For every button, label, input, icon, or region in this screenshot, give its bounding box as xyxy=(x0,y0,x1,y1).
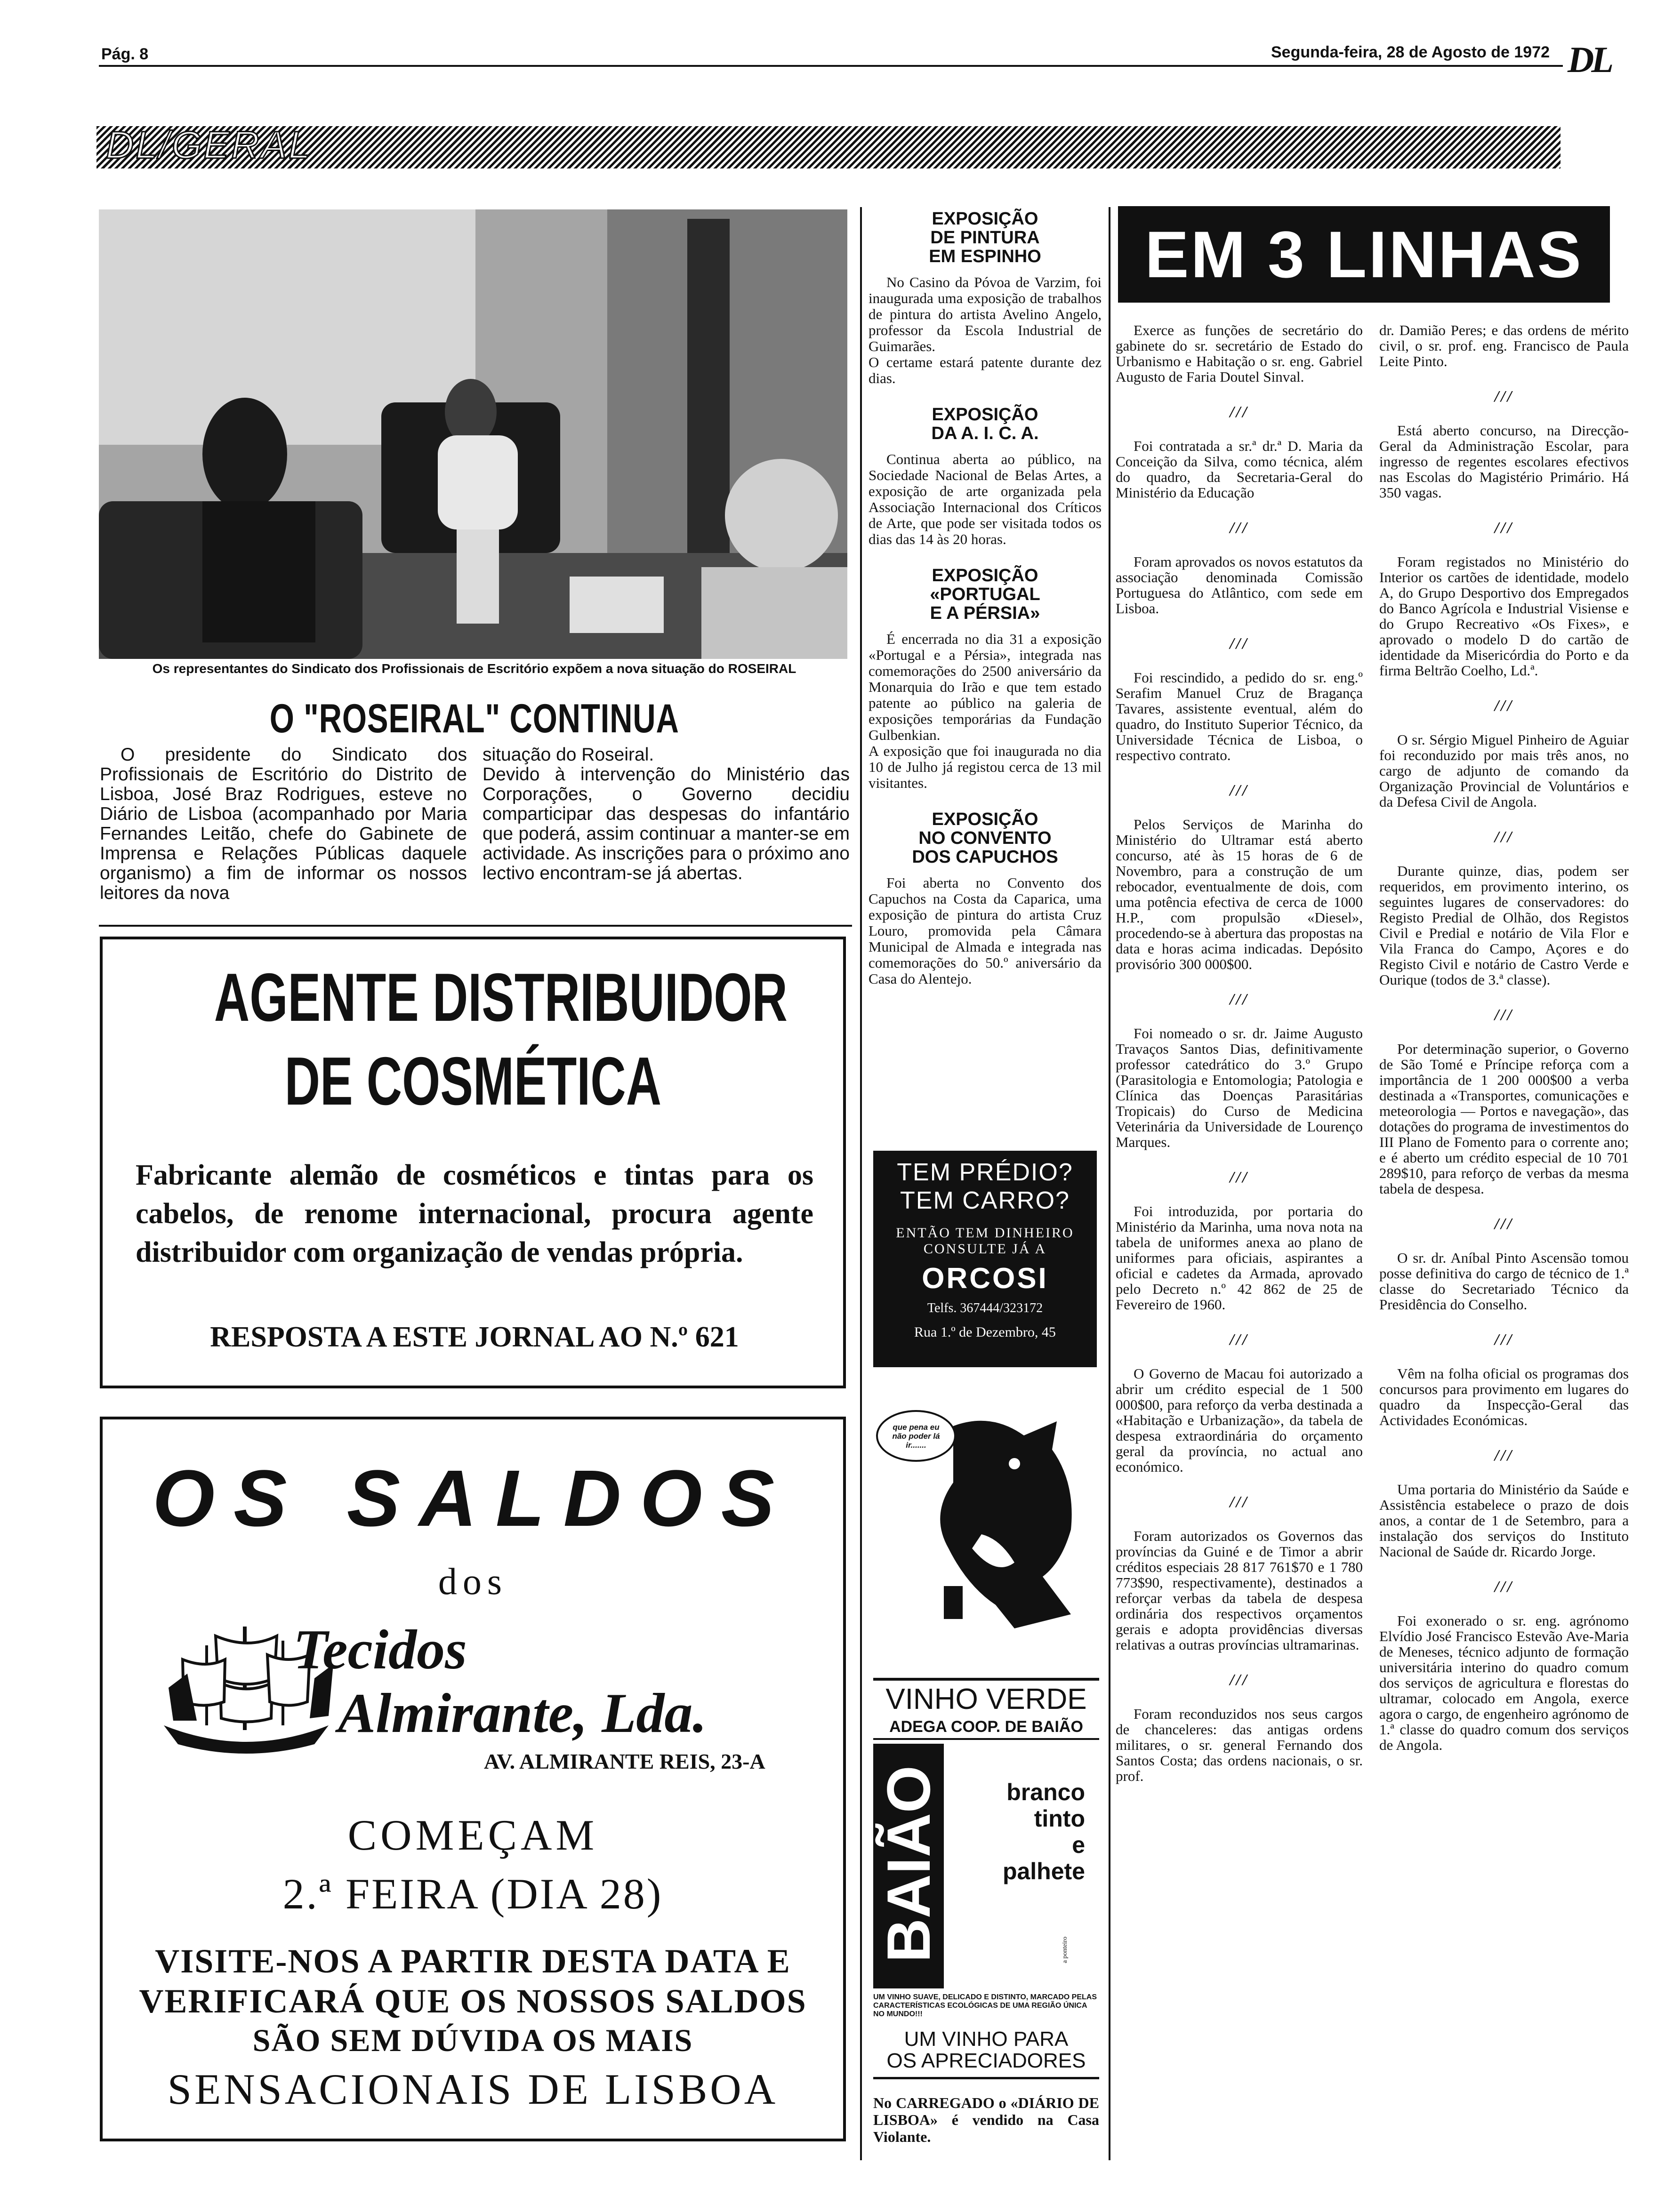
item-separator: /// xyxy=(1494,697,1514,714)
ad-saldos-dos: dos xyxy=(438,1561,508,1603)
vinho-slogan: UM VINHO PARA OS APRECIADORES xyxy=(886,2028,1086,2072)
news-brief: Está aberto concurso, na Direcção-Geral da Administração Escolar, para ingresso de regentes escolares efectivos nas Escolas do Magistério Primário. Há 350 vagas. xyxy=(1379,422,1629,501)
ad-saldos-line4: VERIFICARÁ QUE OS NOSSOS SALDOS xyxy=(139,1982,807,2020)
news-brief: Foram aprovados os novos estatutos da associação denominada Comissão Portuguesa do Atlântico, com sede em Lisboa. xyxy=(1116,553,1363,617)
speech-bubble-text: que pena eu não poder lá ir....... xyxy=(892,1422,940,1450)
item-separator: /// xyxy=(1494,1006,1514,1024)
exposicao-title: EXPOSIÇÃO «PORTUGAL E A PÉRSIA» xyxy=(930,566,1040,623)
exposicao-item xyxy=(869,405,1102,547)
speech-bubble xyxy=(876,1410,956,1462)
news-brief: Foi rescindido, a pedido do sr. eng.º Serafim Manuel Cruz de Bragança Tavares, assistente eventual, além do quadro, do Instituto Superior Técnico, da Universidade Técnica de Lisboa, o respectivo contrato. xyxy=(1116,669,1363,763)
exposicao-body: No Casino da Póvoa de Varzim, foi inaugurada uma exposição de trabalhos de pintura do artista Avelino Angelo, professor da Escola Industrial de Guimarães. O certame estará patente durante dez dias. xyxy=(869,274,1102,386)
item-separator: /// xyxy=(1494,1215,1514,1233)
ad-cosmetica xyxy=(100,937,846,1388)
article-col1: O presidente do Sindicato dos Profissionais de Escritório do Distrito de Lisboa, José Braz Rodrigues, esteve no Diário de Lisboa (acompanhado por Maria Fernandes Leitão, chefe do Gabinete de Imprensa e Relações Públicas daquele organismo) a fim de informar os nossos leitores da nova xyxy=(100,745,467,903)
news-brief: Foi contratada a sr.ª dr.ª D. Maria da Conceição da Silva, como técnica, além do quadro, da Secretaria-Geral do Ministério da Educação xyxy=(1116,438,1363,501)
article-col2: situação do Roseiral. Devido à intervenção do Ministério das Corporações, o Governo decidiu comparticipar das despesas do infantário que poderá, assim continuar a manter-se em actividade. As inscrições para o próximo ano lectivo encontram-se já abertas. xyxy=(483,745,850,883)
item-separator: /// xyxy=(1230,782,1249,799)
item-separator: /// xyxy=(1494,519,1514,537)
ad-saldos-line6: SENSACIONAIS DE LISBOA xyxy=(167,2065,779,2113)
ad-saldos xyxy=(100,1417,846,2141)
column-rule-1 xyxy=(860,207,862,2160)
vinho-bottom-rule xyxy=(873,2077,1099,2079)
section-banner xyxy=(97,126,1560,168)
vinho-top-rule xyxy=(873,1678,1099,1681)
exposicao-title: EXPOSIÇÃO DA A. I. C. A. xyxy=(931,405,1039,443)
ad-horse xyxy=(873,1407,1097,1628)
ad-cosmetica-reply: RESPOSTA A ESTE JORNAL AO N.º 621 xyxy=(210,1321,739,1353)
main-headline-text: O "ROSEIRAL" CONTINUA xyxy=(269,696,679,741)
exposicao-title: EXPOSIÇÃO DE PINTURA EM ESPINHO xyxy=(929,209,1041,266)
ad-saldos-title: OS SALDOS xyxy=(152,1454,794,1543)
item-separator: /// xyxy=(1494,1331,1514,1348)
news-brief: Por determinação superior, o Governo de São Tomé e Príncipe reforça com a importância de 1 200 000$00 a verba destinada a «Transportes, comunicações e meteorologia — Portos e navegação», das dotações do programa de investimentos do III Plano de Fomento para o corrente ano; e é aberto um crédito especial de 10 701 289$10, para reforço de verbas da mesma tabela de despesa. xyxy=(1379,1041,1629,1197)
em3linhas-title: EM 3 LINHAS xyxy=(1145,217,1583,291)
ad-saldos-line2: 2.ª FEIRA (DIA 28) xyxy=(282,1870,663,1918)
ad-saldos-brand1: Tecidos xyxy=(293,1618,467,1681)
vinho-agency: a ponteiro xyxy=(1062,1936,1069,1964)
em3linhas-col1 xyxy=(1116,322,1363,1784)
vinho-brand: BAIÃO xyxy=(874,1765,943,1963)
item-separator: /// xyxy=(1230,635,1249,652)
main-headline xyxy=(99,696,850,742)
news-brief: O Governo de Macau foi autorizado a abrir um crédito especial de 1 500 000$00, para reforço da verba destinada a «Habitação e Urbanização», da tabela de despesa extraordinária do orçamento geral da província, no actual ano económico. xyxy=(1116,1365,1363,1475)
news-brief: Foi exonerado o sr. eng. agrónomo Elvídio José Francisco Estevão Ave-Maria de Meneses, técnico adjunto de formação universitária interino do quadro comum dos serviços de agricultura e florestas do ultramar, colocado em Angola, exerce agora o cargo, de engenheiro agrónomo de 1.ª classe do quadro comum dos serviços de Angola. xyxy=(1379,1612,1629,1753)
vinho-title: VINHO VERDE xyxy=(885,1683,1087,1715)
exposicao-item xyxy=(869,566,1102,791)
vinho-mid-rule xyxy=(873,1738,1099,1740)
header-rule xyxy=(99,65,1563,67)
photo-sindicato xyxy=(99,209,847,659)
item-separator: /// xyxy=(1230,991,1249,1008)
item-separator: /// xyxy=(1230,1671,1249,1689)
issue-date: Segunda-feira, 28 de Agosto de 1972 xyxy=(1271,43,1550,61)
ad-orcosi-line2: TEM CARRO? xyxy=(900,1187,1070,1214)
ad-cosmetica-title1: AGENTE DISTRIBUIDOR xyxy=(214,959,788,1035)
column-rule-2 xyxy=(1109,207,1110,2160)
news-brief: O sr. Sérgio Miguel Pinheiro de Aguiar foi reconduzido por mais três anos, no cargo de adjunto de comando da Organização Provincial de Voluntários e da Defesa Civil de Angola. xyxy=(1379,731,1629,810)
item-separator: /// xyxy=(1494,1447,1514,1464)
em3linhas-banner xyxy=(1118,206,1610,303)
newspaper-logo: DL xyxy=(1568,39,1611,80)
ad-cosmetica-title2: DE COSMÉTICA xyxy=(284,1043,661,1119)
item-separator: /// xyxy=(1494,1578,1514,1595)
news-brief: dr. Damião Peres; e das ordens de mérito civil, o sr. prof. eng. Francisco de Paula Leite Pinto. xyxy=(1379,322,1629,369)
carregado-note: No CARREGADO o «DIÁRIO DE LISBOA» é vendido na Casa Violante. xyxy=(873,2094,1099,2145)
item-separator: /// xyxy=(1230,1169,1249,1186)
em3linhas-col2 xyxy=(1379,322,1629,1753)
ad-saldos-line1: COMEÇAM xyxy=(347,1811,598,1859)
item-separator: /// xyxy=(1230,519,1249,537)
news-brief: Uma portaria do Ministério da Saúde e Assistência estabelece o prazo de dois anos, a contar de 1 de Setembro, para a instalação dos serviços do Instituto Nacional de Saúde dr. Ricardo Jorge. xyxy=(1379,1481,1629,1560)
ad-saldos-brand2: Almirante, Lda. xyxy=(338,1682,707,1744)
news-brief: Foram registados no Ministério do Interior os cartões de identidade, modelo A, do Grupo Desportivo dos Empregados do Banco Agrícola e Industrial Visiense e do Grupo Recreativo «Os Fixes», e aprovado o modelo D do cartão de identidade da Misericórdia do Porto e da firma Beltrão Coelho, Ld.ª. xyxy=(1379,553,1629,679)
section-banner-label: DL/GERAL xyxy=(106,124,312,167)
news-brief: Foi nomeado o sr. dr. Jaime Augusto Travaços Santos Dias, definitivamente professor catedrático do 3.º Grupo (Parasitologia e Entomologia; Patologia e Clínica das Doenças Parasitárias Tropicais) do Curso de Medicina Veterinária da Universidade de Lourenço Marques. xyxy=(1116,1025,1363,1150)
item-separator: /// xyxy=(1230,1493,1249,1511)
ad-orcosi-line1: TEM PRÉDIO? xyxy=(897,1159,1073,1186)
ad-cosmetica-body: Fabricante alemão de cosméticos e tintas para os cabelos, de renome internacional, procura agente distribuidor com organização de vendas própria. xyxy=(136,1159,813,1268)
photo-caption: Os representantes do Sindicato dos Profissionais de Escritório expõem a nova situação do ROSEIRAL xyxy=(152,661,796,676)
exposicao-body: É encerrada no dia 31 a exposição «Portugal e a Pérsia», integrada nas comemorações do 2500 aniversário da Monarquia do Irão e que tem estado patente ao público na galeria de exposições temporárias da Fundação Gulbenkian. A exposição que foi inaugurada no dia 10 de Julho já registou cerca de 13 mil visitantes. xyxy=(869,631,1102,791)
item-separator: /// xyxy=(1230,403,1249,421)
exposicoes-column xyxy=(869,209,1102,987)
article-bottom-rule xyxy=(99,925,852,927)
item-separator: /// xyxy=(1230,1331,1249,1348)
exposicao-title: EXPOSIÇÃO NO CONVENTO DOS CAPUCHOS xyxy=(912,809,1058,867)
vinho-types: branco tinto e palhete xyxy=(1002,1779,1085,1884)
news-brief: O sr. dr. Aníbal Pinto Ascensão tomou posse definitiva do cargo de técnico de 1.ª classe do Secretariado Técnico da Presidência do Conselho. xyxy=(1379,1250,1629,1313)
news-brief: Foram autorizados os Governos das províncias da Guiné e de Timor a abrir créditos especiais 28 817 761$70 e 1 780 773$90, respectivamente), destinados a reforçar verbas da tabela de despesa ordinária dos respectivos orçamentos gerais e adopta providências diversas relativas a outras províncias ultramarinas. xyxy=(1116,1528,1363,1653)
ad-vinho-verde xyxy=(873,1678,1099,2078)
exposicao-body: Continua aberta ao público, na Sociedade Nacional de Belas Artes, a exposição de arte organizada pela Associação Internacional dos Críticos de Arte, que pode ser visitada todos os dias das 14 às 20 horas. xyxy=(869,451,1102,547)
news-brief: Foram reconduzidos nos seus cargos de chanceleres: das antigas ordens militares, o sr. general Fernando dos Santos Costa; das ordens nacionais, o sr. prof. xyxy=(1116,1706,1363,1784)
page-number: Pág. 8 xyxy=(101,45,149,63)
ad-orcosi-address: Rua 1.º de Dezembro, 45 xyxy=(914,1324,1056,1340)
news-brief: Vêm na folha oficial os programas dos concursos para provimento em lugares do quadro da Inspecção-Geral das Actividades Económicas. xyxy=(1379,1365,1629,1428)
ad-orcosi-phones: Telfs. 367444/323172 xyxy=(927,1301,1043,1315)
news-brief: Foi introduzida, por portaria do Ministério da Marinha, uma nova nota na tabela de uniformes anexa ao plano de uniformes para oficiais, aspirantes a oficial e cadetes da Armada, aprovado pelo Decreto n.º 42 862 de 25 de Fevereiro de 1960. xyxy=(1116,1203,1363,1313)
ad-saldos-line5: SÃO SEM DÚVIDA OS MAIS xyxy=(252,2022,693,2058)
vinho-fine-print: UM VINHO SUAVE, DELICADO E DISTINTO, MARCADO PELAS CARACTERÍSTICAS ECOLÓGICAS DE UMA REGIÃO ÚNICA NO MUNDO!!! xyxy=(873,1993,1097,2018)
news-brief: Exerce as funções de secretário do gabinete do sr. secretário de Estado do Urbanismo e Habitação o sr. eng. Gabriel Augusto de Faria Doutel Sinval. xyxy=(1116,322,1363,385)
ad-orcosi xyxy=(873,1151,1097,1367)
news-brief: Durante quinze, dias, podem ser requeridos, em provimento interino, os seguintes lugares de conservadores: do Registo Predial de Olhão, dos Registos Civil e Predial e notário de Vila Flor e Vila Franca do Campo, Açores e do Registo Civil e notário de Castro Verde e Ourique (todos de 3.ª classe). xyxy=(1379,863,1629,988)
item-separator: /// xyxy=(1494,828,1514,846)
exposicao-item xyxy=(869,810,1102,987)
ad-orcosi-line4: CONSULTE JÁ A xyxy=(923,1241,1047,1257)
exposicao-item xyxy=(869,209,1102,386)
exposicao-body: Foi aberta no Convento dos Capuchos na Costa da Caparica, uma exposição de pintura do artista Cruz Louro, promovida pela Câmara Municipal de Almada e integrada nas comemorações do 50.º aniversário da Casa do Alentejo. xyxy=(869,874,1102,987)
ad-orcosi-line3: ENTÃO TEM DINHEIRO xyxy=(896,1225,1074,1241)
ad-orcosi-name: ORCOSI xyxy=(922,1262,1048,1295)
vinho-subtitle: ADEGA COOP. DE BAIÃO xyxy=(889,1718,1083,1736)
item-separator: /// xyxy=(1494,388,1514,405)
ad-saldos-address: AV. ALMIRANTE REIS, 23-A xyxy=(484,1749,765,1773)
news-brief: Pelos Serviços de Marinha do Ministério do Ultramar está aberto concurso, até às 15 horas de 6 de Novembro, para a construção de um rebocador, eventualmente de dois, com uma potência efectiva de cerca de 1000 H.P., com propulsão «Diesel», procedendo-se à abertura das propostas na data e horas acima indicadas. Depósito provisório 300 000$00. xyxy=(1116,816,1363,972)
ad-saldos-line3: VISITE-NOS A PARTIR DESTA DATA E xyxy=(155,1942,791,1980)
